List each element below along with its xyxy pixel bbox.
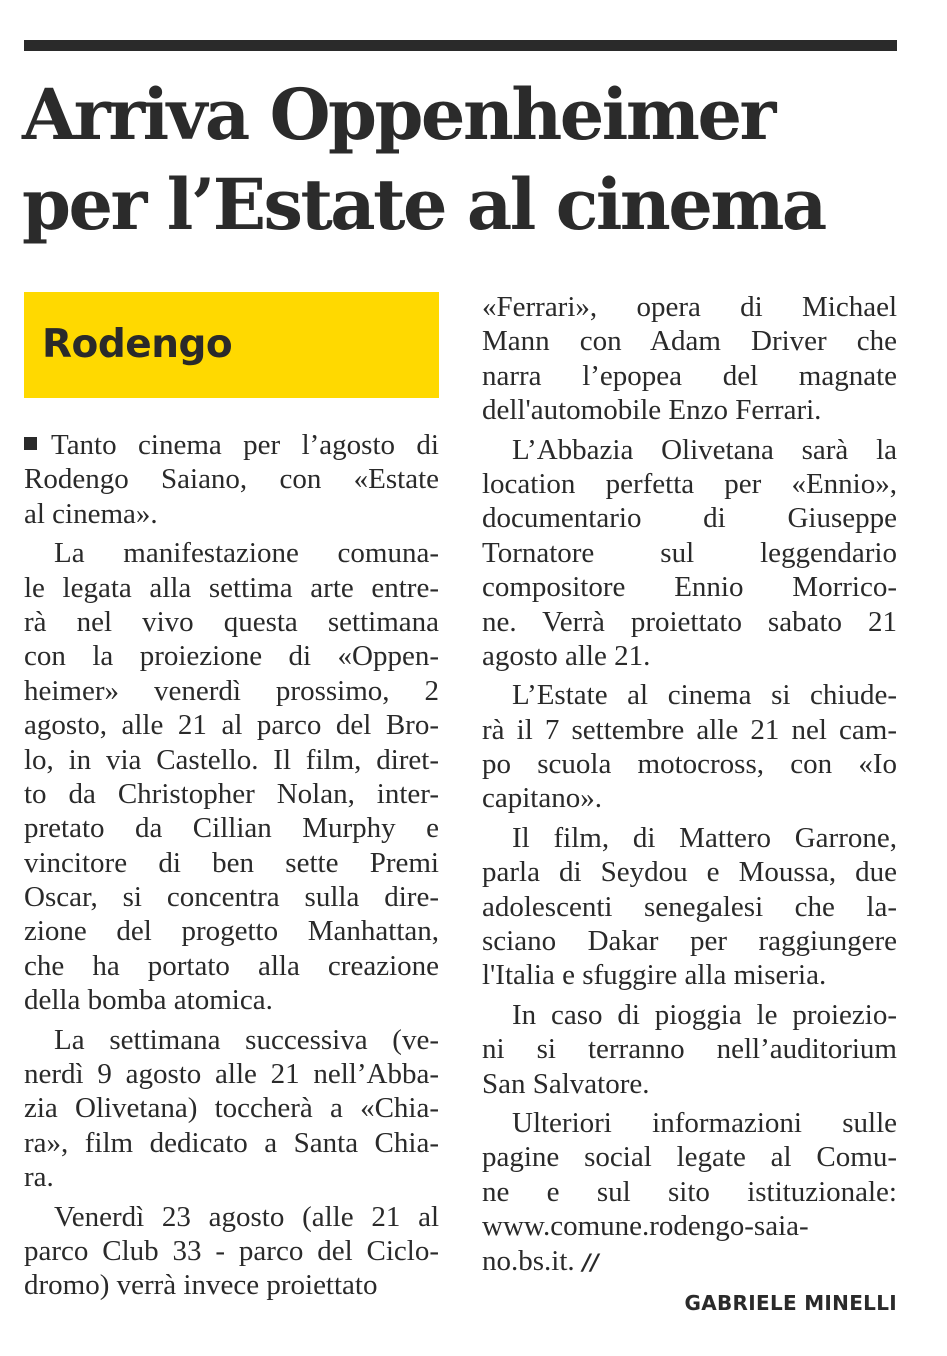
text-line: heimer» venerdì prossimo, 2 xyxy=(24,674,439,707)
article-column-right xyxy=(482,290,897,1278)
paragraph xyxy=(482,678,897,816)
text-line: zia Olivetana) toccherà a «Chia- xyxy=(24,1092,439,1125)
text-line: che ha portato alla creazione xyxy=(24,949,439,982)
text-line: della bomba atomica. xyxy=(24,984,273,1017)
text-line: capitano». xyxy=(482,782,602,815)
text-line xyxy=(482,1244,897,1278)
text-line: rà il 7 settembre alle 21 nel cam- xyxy=(482,713,897,746)
text-line: sciano Dakar per raggiungere xyxy=(482,925,897,958)
text-line: La manifestazione comuna- xyxy=(54,537,439,570)
paragraph xyxy=(482,290,897,428)
text-line: zione del progetto Manhattan, xyxy=(24,915,439,948)
text-line: vincitore di ben sette Premi xyxy=(24,846,439,879)
text-line: Il film, di Mattero Garrone, xyxy=(512,821,897,854)
text-line: con la proiezione di «Oppen- xyxy=(24,640,439,673)
text-line: agosto alle 21. xyxy=(482,639,651,672)
text-line-content: no.bs.it. xyxy=(482,1244,575,1277)
text-line: adolescenti senegalesi che la- xyxy=(482,890,897,923)
text-line: Ulteriori informazioni sulle xyxy=(512,1106,897,1139)
headline xyxy=(22,70,902,250)
paragraph xyxy=(482,821,897,993)
text-line: San Salvatore. xyxy=(482,1067,650,1100)
text-line: La settimana successiva (ve- xyxy=(54,1023,439,1056)
text-line: ne e sul sito istituzionale: xyxy=(482,1175,897,1208)
text-line: dromo) verrà invece proiettato xyxy=(24,1269,378,1302)
text-line: Venerdì 23 agosto (alle 21 al xyxy=(54,1200,439,1233)
text-line: ni si terranno nell’auditorium xyxy=(482,1033,897,1066)
author-byline: GABRIELE MINELLI xyxy=(684,1291,897,1315)
text-line: to da Christopher Nolan, inter- xyxy=(24,777,439,810)
text-line: dell'automobile Enzo Ferrari. xyxy=(482,394,822,427)
text-line xyxy=(24,428,439,462)
text-line: compositore Ennio Morrico- xyxy=(482,571,897,604)
end-mark: // xyxy=(582,1250,599,1276)
paragraph xyxy=(482,998,897,1101)
text-line: L’Abbazia Olivetana sarà la xyxy=(512,433,897,466)
article-column-left xyxy=(24,428,439,1303)
text-line: parla di Seydou e Moussa, due xyxy=(482,856,897,889)
text-line: www.comune.rodengo-saia- xyxy=(482,1210,809,1243)
text-line: Mann con Adam Driver che xyxy=(482,325,897,358)
paragraph xyxy=(24,536,439,1017)
text-line: «Ferrari», opera di Michael xyxy=(482,291,897,323)
text-line: al cinema». xyxy=(24,497,158,530)
text-line: narra l’epopea del magnate xyxy=(482,359,897,392)
paragraph xyxy=(482,433,897,674)
text-line: ne. Verrà proiettato sabato 21 xyxy=(482,605,897,638)
text-line: ra. xyxy=(24,1161,54,1194)
text-line: documentario di Giuseppe xyxy=(482,502,897,535)
text-line: Oscar, si concentra sulla dire- xyxy=(24,881,439,914)
text-line: Tornatore sul leggendario xyxy=(482,536,897,569)
text-line: rà nel vivo questa settimana xyxy=(24,605,439,638)
bullet-square-icon xyxy=(24,437,37,450)
text-line: nerdì 9 agosto alle 21 nell’Abba- xyxy=(24,1058,439,1091)
headline-line-2: per l’Estate al cinema xyxy=(22,163,825,246)
text-line: Rodengo Saiano, con «Estate xyxy=(24,463,439,496)
headline-line-1: Arriva Oppenheimer xyxy=(22,73,774,156)
location-tag xyxy=(24,292,439,398)
text-line-content: Tanto cinema per l’agosto di xyxy=(51,429,439,461)
text-line: lo, in via Castello. Il film, diret- xyxy=(24,743,439,776)
text-line: pretato da Cillian Murphy e xyxy=(24,812,439,845)
paragraph xyxy=(482,1106,897,1278)
text-line: po scuola motocross, con «Io xyxy=(482,748,897,781)
text-line: L’Estate al cinema si chiude- xyxy=(512,679,897,712)
top-rule xyxy=(24,40,897,51)
text-line: ra», film dedicato a Santa Chia- xyxy=(24,1126,439,1159)
text-line: location perfetta per «Ennio», xyxy=(482,467,897,500)
text-line: parco Club 33 - parco del Ciclo- xyxy=(24,1234,439,1267)
paragraph xyxy=(24,1023,439,1195)
text-line: l'Italia e sfuggire alla miseria. xyxy=(482,959,827,992)
text-line: In caso di pioggia le proiezio- xyxy=(512,998,897,1031)
text-line: agosto, alle 21 al parco del Bro- xyxy=(24,709,439,742)
paragraph xyxy=(24,1200,439,1303)
location-tag-label: Rodengo xyxy=(42,322,233,367)
paragraph xyxy=(24,428,439,531)
text-line: pagine social legate al Comu- xyxy=(482,1141,897,1174)
text-line: le legata alla settima arte entre- xyxy=(24,571,439,604)
